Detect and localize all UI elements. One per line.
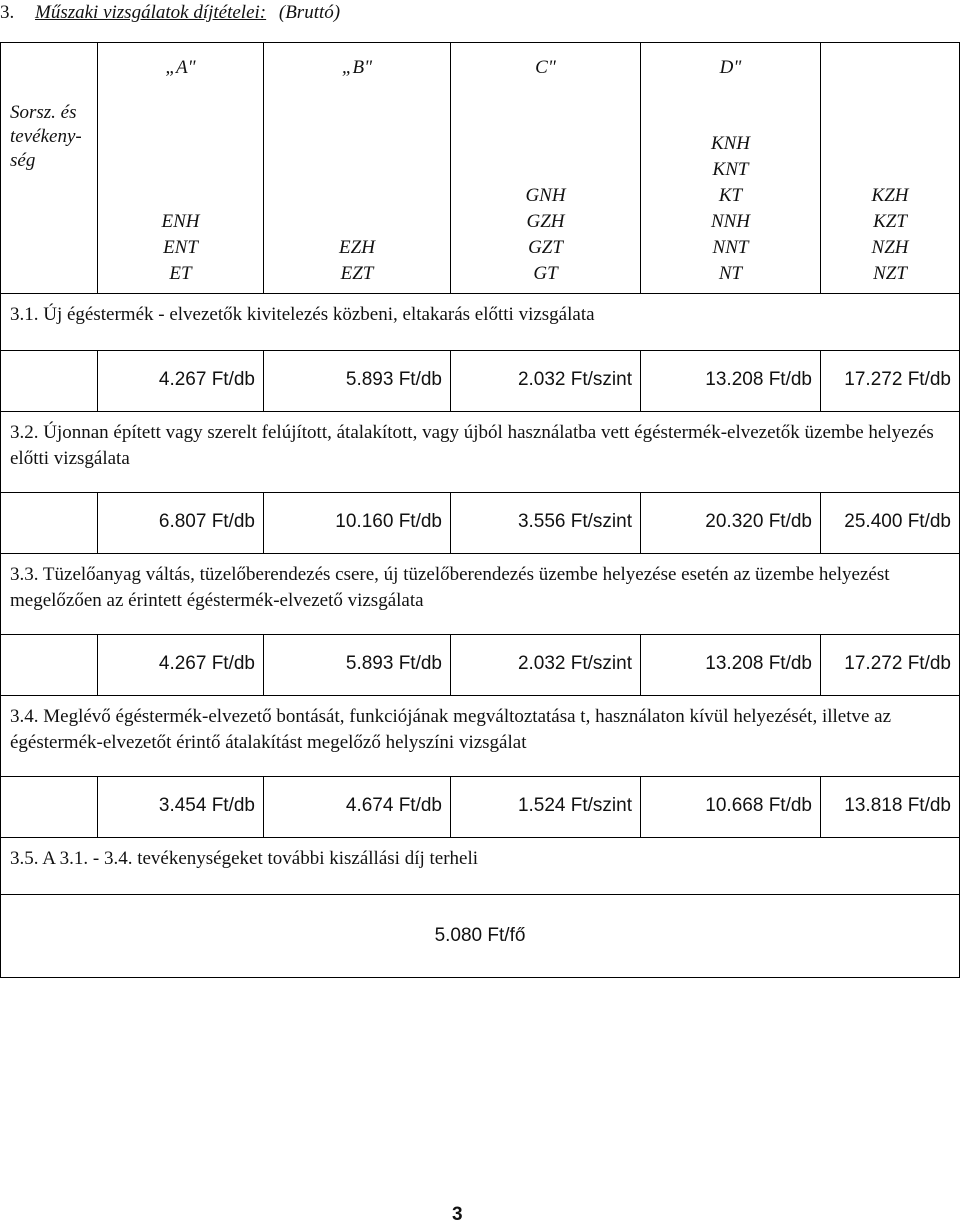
col-label: C" [535,57,556,78]
code: NNH [710,211,751,232]
description-row [1,554,960,635]
code: EZH [339,237,375,258]
col-label: „A" [165,57,196,78]
page-number: 3 [452,1204,463,1225]
description-row [1,696,960,777]
col-codes [821,183,959,287]
price-value: 25.400 Ft/db [844,511,951,532]
code: KNT [712,159,749,180]
price-value: 2.032 Ft/szint [517,369,632,390]
sorsz-line: tevékeny- [10,126,82,147]
code: KZH [871,185,909,206]
code: NZT [873,263,907,284]
price-cell [451,351,641,412]
price-cell [264,777,451,838]
price-value: 2.032 Ft/szint [517,653,632,674]
row-description: 3.2. Újonnan épített vagy szerelt felújított, átalakított, vagy újból használatba vett égéstermék-elvezetők üzembe helyezés előtti vizsgálata [1,412,960,493]
price-row [1,895,960,978]
code: GT [533,263,558,284]
header-col-a [98,43,264,294]
header-col-d [641,43,821,294]
code: KZT [873,211,907,232]
price-value: 1.524 Ft/szint [517,795,632,816]
price-value: 10.160 Ft/db [335,511,442,532]
empty-cell [1,777,98,838]
price-cell [451,635,641,696]
price-row [1,493,960,554]
empty-cell [1,635,98,696]
description-row [1,294,960,351]
price-value: 5.893 Ft/db [345,653,442,674]
code: ENH [161,211,200,232]
price-cell [821,493,960,554]
price-value: 13.818 Ft/db [844,795,951,816]
price-cell [98,635,264,696]
section-heading [0,2,340,24]
code: NNT [712,237,749,258]
col-codes [451,183,640,287]
price-value: 10.668 Ft/db [705,795,812,816]
price-cell [821,635,960,696]
price-row [1,351,960,412]
header-row [1,43,960,294]
row-description: 3.1. Új égéstermék - elvezetők kivitelezés közbeni, eltakarás előtti vizsgálata [1,294,960,351]
code: KNH [710,133,751,154]
code: ET [169,263,192,284]
price-value: 4.267 Ft/db [158,369,255,390]
description-row [1,412,960,493]
price-value: 17.272 Ft/db [844,653,951,674]
price-value: 6.807 Ft/db [158,511,255,532]
price-cell [821,351,960,412]
header-col-b [264,43,451,294]
price-value: 3.556 Ft/szint [517,511,632,532]
col-codes [98,209,263,287]
header-sorsz [1,43,98,294]
price-cell [451,777,641,838]
travel-fee: 5.080 Ft/fő [1,895,960,978]
row-description: 3.5. A 3.1. - 3.4. tevékenységeket további kiszállási díj terheli [1,838,960,895]
description-row [1,838,960,895]
price-value: 17.272 Ft/db [844,369,951,390]
code: KT [718,185,743,206]
code: GNH [525,185,566,206]
price-cell [641,493,821,554]
price-value: 4.674 Ft/db [345,795,442,816]
code: ENT [163,237,198,258]
col-codes [264,235,450,287]
code: GZT [528,237,563,258]
price-cell [264,493,451,554]
price-value: 20.320 Ft/db [705,511,812,532]
price-cell [641,777,821,838]
empty-cell [1,493,98,554]
empty-cell [1,351,98,412]
price-cell [98,777,264,838]
price-cell [821,777,960,838]
header-col-e [821,43,960,294]
price-row [1,777,960,838]
row-description: 3.4. Meglévő égéstermék-elvezető bontását, funkciójának megváltoztatása t, használaton kívül helyezését, illetve az égéstermék-elvezetőt érintő átalakítást megelőző helyszíni vizsgálat [1,696,960,777]
price-value: 3.454 Ft/db [158,795,255,816]
price-value: 4.267 Ft/db [158,653,255,674]
price-cell [98,493,264,554]
sorsz-line: Sorsz. és [10,102,77,123]
header-col-c [451,43,641,294]
code: EZT [340,263,374,284]
price-cell [264,351,451,412]
price-value: 13.208 Ft/db [705,369,812,390]
price-cell [641,635,821,696]
price-value: 13.208 Ft/db [705,653,812,674]
code: NT [718,263,743,284]
price-cell [98,351,264,412]
col-label: D" [719,57,742,78]
price-row [1,635,960,696]
sorsz-line: ség [10,150,36,171]
price-cell [264,635,451,696]
code: NZH [871,237,909,258]
price-cell [451,493,641,554]
col-label: „B" [341,57,373,78]
code: GZH [526,211,565,232]
fee-table [0,42,960,978]
col-codes [641,131,820,287]
section-number: 3. [0,2,15,23]
price-cell [641,351,821,412]
price-value: 5.893 Ft/db [345,369,442,390]
section-title: Műszaki vizsgálatok díjtételei: [35,2,267,23]
section-basis: (Bruttó) [278,2,341,23]
row-description: 3.3. Tüzelőanyag váltás, tüzelőberendezés csere, új tüzelőberendezés üzembe helyezése esetén az üzembe helyezést megelőzően az érintett égéstermék-elvezető vizsgálata [1,554,960,635]
